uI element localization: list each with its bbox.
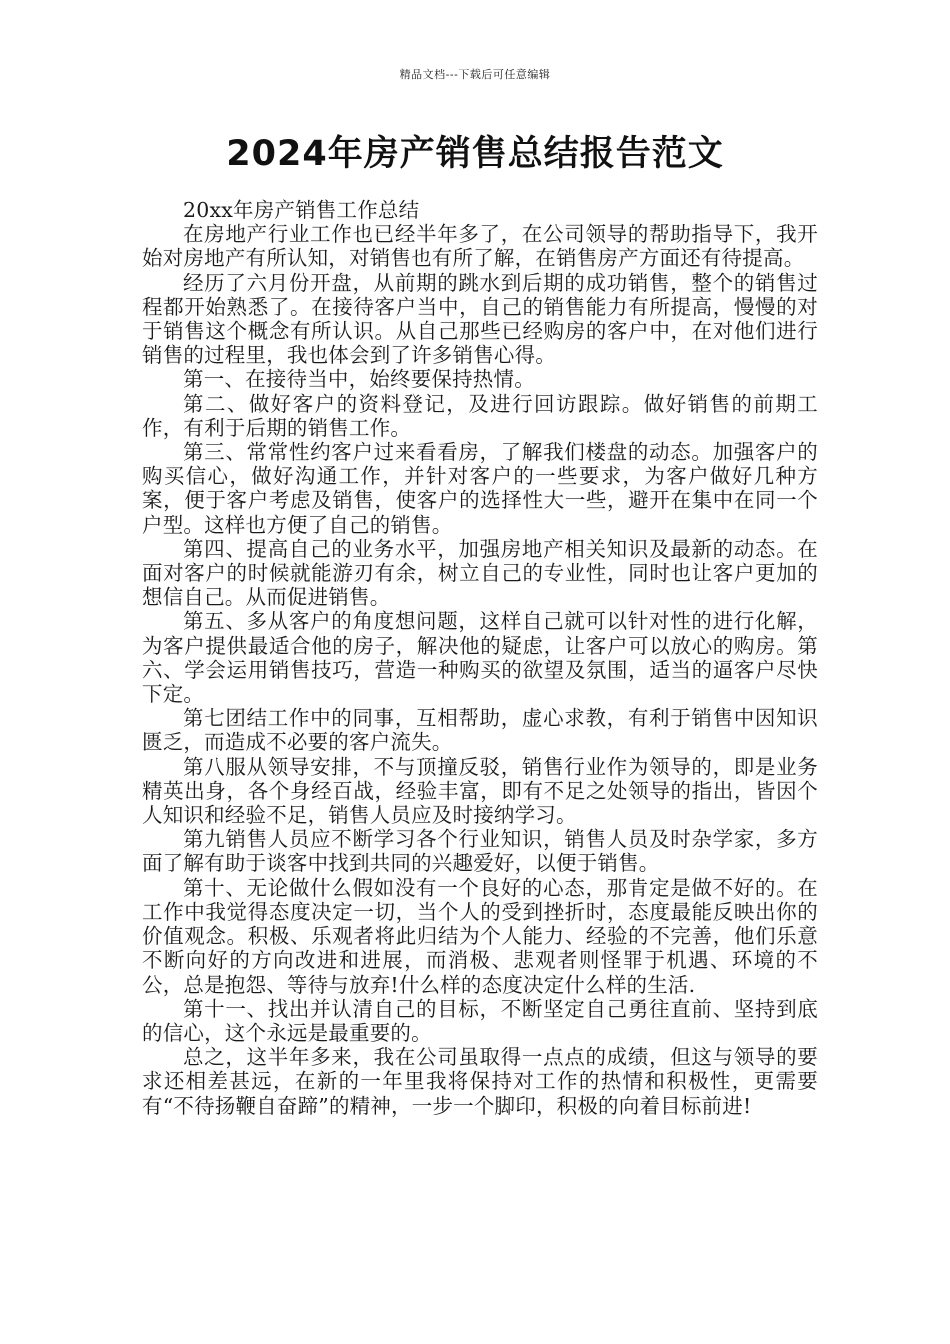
paragraph: 第一、在接待当中，始终要保持热情。 <box>183 367 535 392</box>
paragraph: 第八服从领导安排，不与顶撞反驳，销售行业作为领导的，即是业务精英出身，各个身经百战，经验丰富，即有不足之处领导的指出，皆因个人知识和经验不足，销售人员应及时接纳学习。 <box>142 754 818 828</box>
paragraph: 第九销售人员应不断学习各个行业知识，销售人员及时杂学家，多方面了解有助于谈客中找到共同的兴趣爱好，以便于销售。 <box>142 827 818 876</box>
document-subtitle: 20xx年房产销售工作总结 <box>183 198 420 222</box>
paragraph: 在房地产行业工作也已经半年多了，在公司领导的帮助指导下，我开始对房地产有所认知，对销售也有所了解，在销售房产方面还有待提高。 <box>142 222 818 271</box>
paragraph: 第二、做好客户的资料登记，及进行回访跟踪。做好销售的前期工作，有利于后期的销售工作。 <box>142 391 818 440</box>
paragraph: 第五、多从客户的角度想问题，这样自己就可以针对性的进行化解，为客户提供最适合他的房子，解决他的疑虑，让客户可以放心的购房。第六、学会运用销售技巧，营造一种购买的欲望及氛围，适当的逼客户尽快下定。 <box>142 609 818 707</box>
paragraph: 第四、提高自己的业务水平，加强房地产相关知识及最新的动态。在面对客户的时候就能游刃有余，树立自己的专业性，同时也让客户更加的想信自己。从而促进销售。 <box>142 536 818 610</box>
document-body <box>142 198 818 1118</box>
header-note: 精品文档---下载后可任意编辑 <box>399 68 551 81</box>
paragraph: 第三、常常性约客户过来看看房，了解我们楼盘的动态。加强客户的购买信心，做好沟通工作，并针对客户的一些要求，为客户做好几种方案，便于客户考虑及销售，使客户的选择性大一些，避开在集中在同一个户型。这样也方便了自己的销售。 <box>142 440 818 537</box>
paragraph: 总之，这半年多来，我在公司虽取得一点点的成绩，但这与领导的要求还相差甚远，在新的一年里我将保持对工作的热情和积极性，更需要有“不待扬鞭自奋蹄”的精神，一步一个脚印，积极的向着目标前进! <box>142 1045 818 1118</box>
page-title: 2024年房产销售总结报告范文 <box>226 134 724 174</box>
paragraph: 第十、无论做什么假如没有一个良好的心态，那肯定是做不好的。在工作中我觉得态度决定一切，当个人的受到挫折时，态度最能反映出你的价值观念。积极、乐观者将此归结为个人能力、经验的不完善，他们乐意不断向好的方向改进和进展，而消极、悲观者则怪罪于机遇、环境的不公，总是抱怨、等待与放弃!什么样的态度决定什么样的生活. <box>142 875 818 997</box>
paragraph: 第十一、找出并认清自己的目标，不断坚定自己勇往直前、坚持到底的信心，这个永远是最重要的。 <box>142 996 818 1045</box>
paragraph: 经历了六月份开盘，从前期的跳水到后期的成功销售，整个的销售过程都开始熟悉了。在接待客户当中，自己的销售能力有所提高，慢慢的对于销售这个概念有所认识。从自己那些已经购房的客户中，在对他们进行销售的过程里，我也体会到了许多销售心得。 <box>142 270 818 368</box>
paragraph: 第七团结工作中的同事，互相帮助，虚心求教，有利于销售中因知识匮乏，而造成不必要的客户流失。 <box>142 706 818 755</box>
